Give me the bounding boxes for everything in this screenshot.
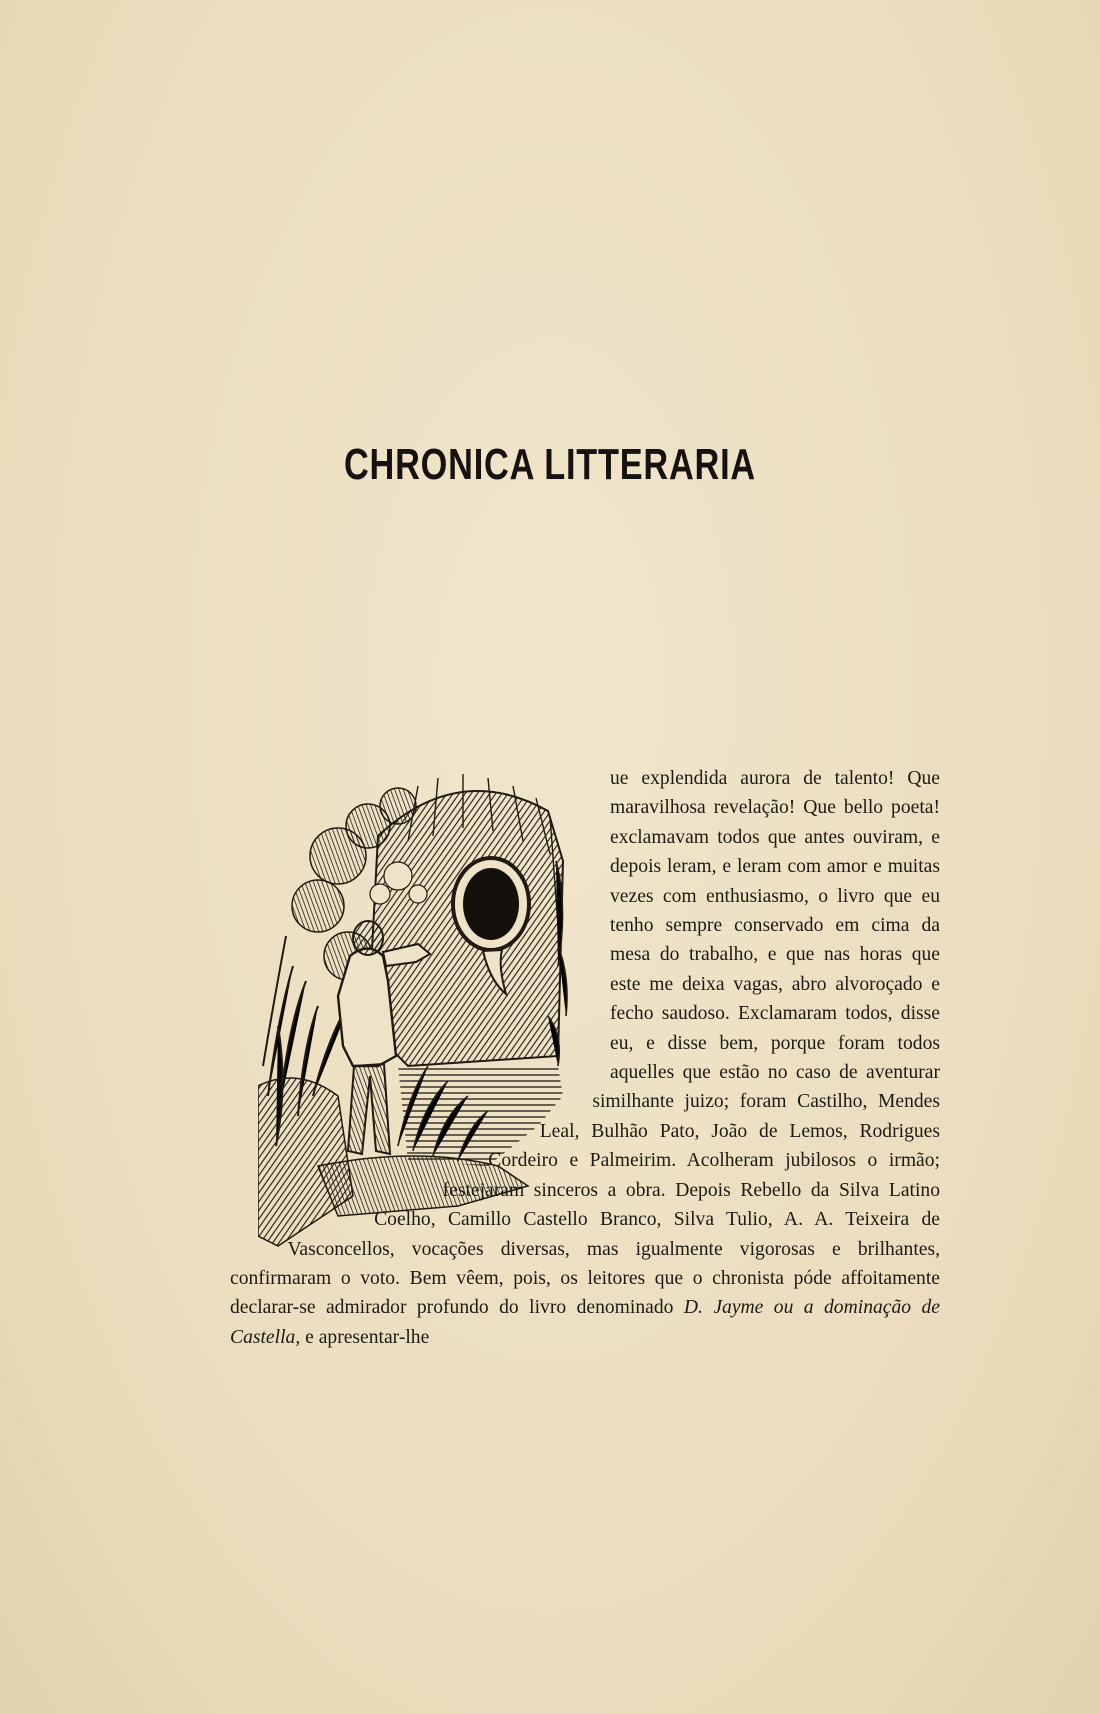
book-title: D. Jayme ou a dominação de Castella,: [230, 1297, 940, 1348]
paragraph-tail: e apresentar-lhe: [300, 1326, 430, 1348]
paragraph-lead: ue explendida aurora de talento! Que maravilhosa revelação! Que bello poeta! exclamavam todos que antes ouviram, e depois leram, e leram com amor e muitas vezes com enthusiasmo, o livro que eu tenho sempre conservado em cima da mesa do trabalho, e que nas horas que este me deixa vagas, abro alvoroçado e fecho saudoso. Exclamaram todos, disse eu, e disse bem, porque foram todos aquelles que estão no caso de aventurar similhante juizo; foram Castilho, Mendes Leal, Bulhão Pato, João de Lemos, Rodrigues Cordeiro e Palmeirim. Acolheram jubilosos o irmão; festejaram sinceros a obra. Depois Rebello da Silva Latino Coelho, Camillo Castello Branco, Silva Tulio, A. A. Teixeira de Vasconcellos, vocações diversas, mas igualmente vigorosas e brilhantes, confirmaram o voto. Bem vêem, pois, os leitores que o chronista póde affoitamente declarar-se admirador profundo do livro denominado: [230, 768, 940, 1319]
article-body: [230, 764, 940, 1352]
page-title: CHRONICA LITTERARIA: [343, 440, 757, 489]
